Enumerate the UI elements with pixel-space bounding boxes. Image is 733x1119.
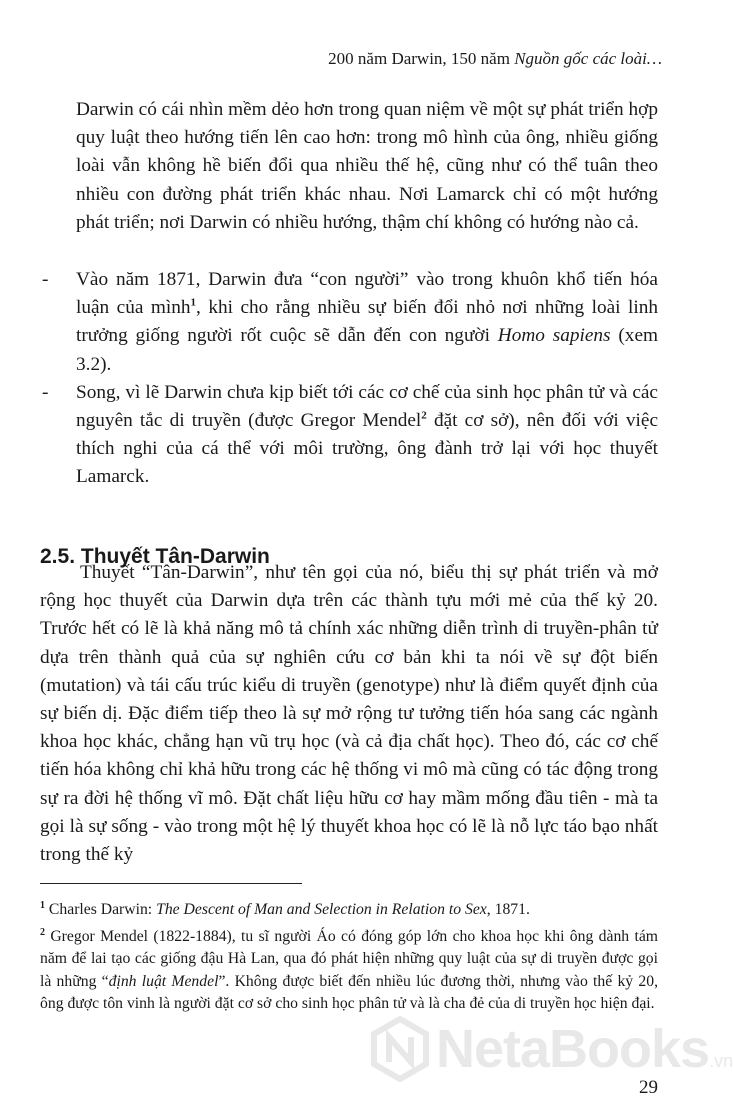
footnote-text: Charles Darwin: bbox=[45, 901, 157, 918]
watermark bbox=[370, 1016, 733, 1082]
intro-paragraph bbox=[40, 96, 658, 237]
watermark-suffix: .vn bbox=[709, 1051, 733, 1071]
footnote-book-title: The Descent of Man and Selection in Relation to Sex bbox=[156, 901, 487, 918]
watermark-text: NetaBooks bbox=[436, 1019, 710, 1079]
bullet-item bbox=[40, 379, 658, 492]
netabooks-logo-icon bbox=[370, 1016, 430, 1082]
footnote bbox=[40, 926, 658, 1016]
bullet-text: Song, vì lẽ Darwin chưa kịp biết tới các cơ chế của sinh học phân tử và các nguyên tắc di truyền (được Gregor Mendel bbox=[76, 381, 658, 432]
bullet-list bbox=[40, 266, 658, 492]
footnote-number: 2 bbox=[40, 926, 45, 938]
running-header-prefix: 200 năm Darwin, 150 năm bbox=[328, 49, 515, 68]
footnote-divider bbox=[40, 883, 302, 884]
running-header bbox=[328, 48, 662, 70]
footnote-ref[interactable]: 1 bbox=[190, 296, 197, 309]
footnote bbox=[40, 899, 658, 922]
species-name: Homo sapiens bbox=[497, 325, 611, 347]
bullet-dash: - bbox=[42, 381, 49, 403]
bullet-item bbox=[40, 266, 658, 379]
section-paragraph: Thuyết “Tân-Darwin”, như tên gọi của nó, biểu thị sự phát triển và mở rộng học thuyết của Darwin dựa trên các thành tựu mới mẻ của thế kỷ 20. Trước hết có lẽ là khả năng mô tả chính xác những diễn trình di truyền-phân tử dựa trên thành quả của sự nghiên cứu cơ bản khi ta nói về sự đột biến (mutation) và tái cấu trúc kiểu di truyền (genotype) như là điểm quyết định của sự biến dị. Đặc điểm tiếp theo là sự mở rộng tư tưởng tiến hóa sang các ngành khoa học khác, chẳng hạn vũ trụ học (và cả địa chất học). Theo đó, các cơ chế tiến hóa không chỉ khả hữu trong các hệ thống vi mô mà cũng có tác động trong sự ra đời hệ thống vĩ mô. Đặt chất liệu hữu cơ hay mầm mống đầu tiên - mà ta gọi là sự sống - vào trong một hệ lý thuyết khoa học có lẽ là nỗ lực táo bạo nhất trong thế kỷ bbox=[40, 562, 658, 866]
footnotes bbox=[40, 899, 658, 1020]
bullet-dash: - bbox=[42, 269, 49, 290]
footnote-text: Gregor Mendel (1822-1884), tu sĩ người Áo có đóng góp lớn cho khoa học khi ông dành tám năm để lai tạo các giống đậu Hà Lan, qua đó phát hiện những quy luật của sự di truyền được gọi là những “ bbox=[40, 927, 658, 990]
running-header-book-title: Nguồn gốc các loài… bbox=[514, 49, 662, 68]
footnote-text: , 1871. bbox=[486, 901, 530, 918]
bullet-text: (xem 3.2). bbox=[76, 325, 658, 375]
bullet-text: , khi cho rằng nhiều sự biến đổi nhỏ nơi những loài linh trưởng giống người rốt cuộc sẽ dẫn đến con người bbox=[76, 297, 658, 347]
footnote-ref[interactable]: 2 bbox=[421, 409, 427, 422]
page-number: 29 bbox=[639, 1077, 658, 1098]
footnote-text: ”. Không được biết đến nhiều lúc đương thời, nhưng vào thế kỷ 20, ông được tôn vinh là người đặt cơ sở cho sinh học phân tử và là cha đẻ của di truyền học hiện đại. bbox=[40, 972, 658, 1013]
section-body bbox=[40, 559, 658, 869]
bullet-text: Vào năm 1871, Darwin đưa “con người” vào trong khuôn khổ tiến hóa luận của mình bbox=[76, 269, 658, 319]
footnote-term: định luật Mendel bbox=[108, 972, 219, 990]
bullet-text: đặt cơ sở), nên đối với việc thích nghi của cá thể với môi trường, ông đành trở lại với học thuyết Lamarck. bbox=[76, 410, 658, 488]
intro-paragraph-text: Darwin có cái nhìn mềm dẻo hơn trong quan niệm về một sự phát triển hợp quy luật theo hướng tiến lên cao hơn: trong mô hình của ông, nhiều giống loài vẫn không hề biến đổi qua nhiều thế hệ, cũng như có thể tuân theo nhiều con đường phát triển khác nhau. Nơi Lamarck chỉ có một hướng phát triển; nơi Darwin có nhiều hướng, thậm chí không có hướng nào cả. bbox=[76, 99, 658, 233]
section-heading: 2.5. Thuyết Tân-Darwin bbox=[40, 545, 270, 569]
footnote-number: 1 bbox=[40, 899, 45, 911]
